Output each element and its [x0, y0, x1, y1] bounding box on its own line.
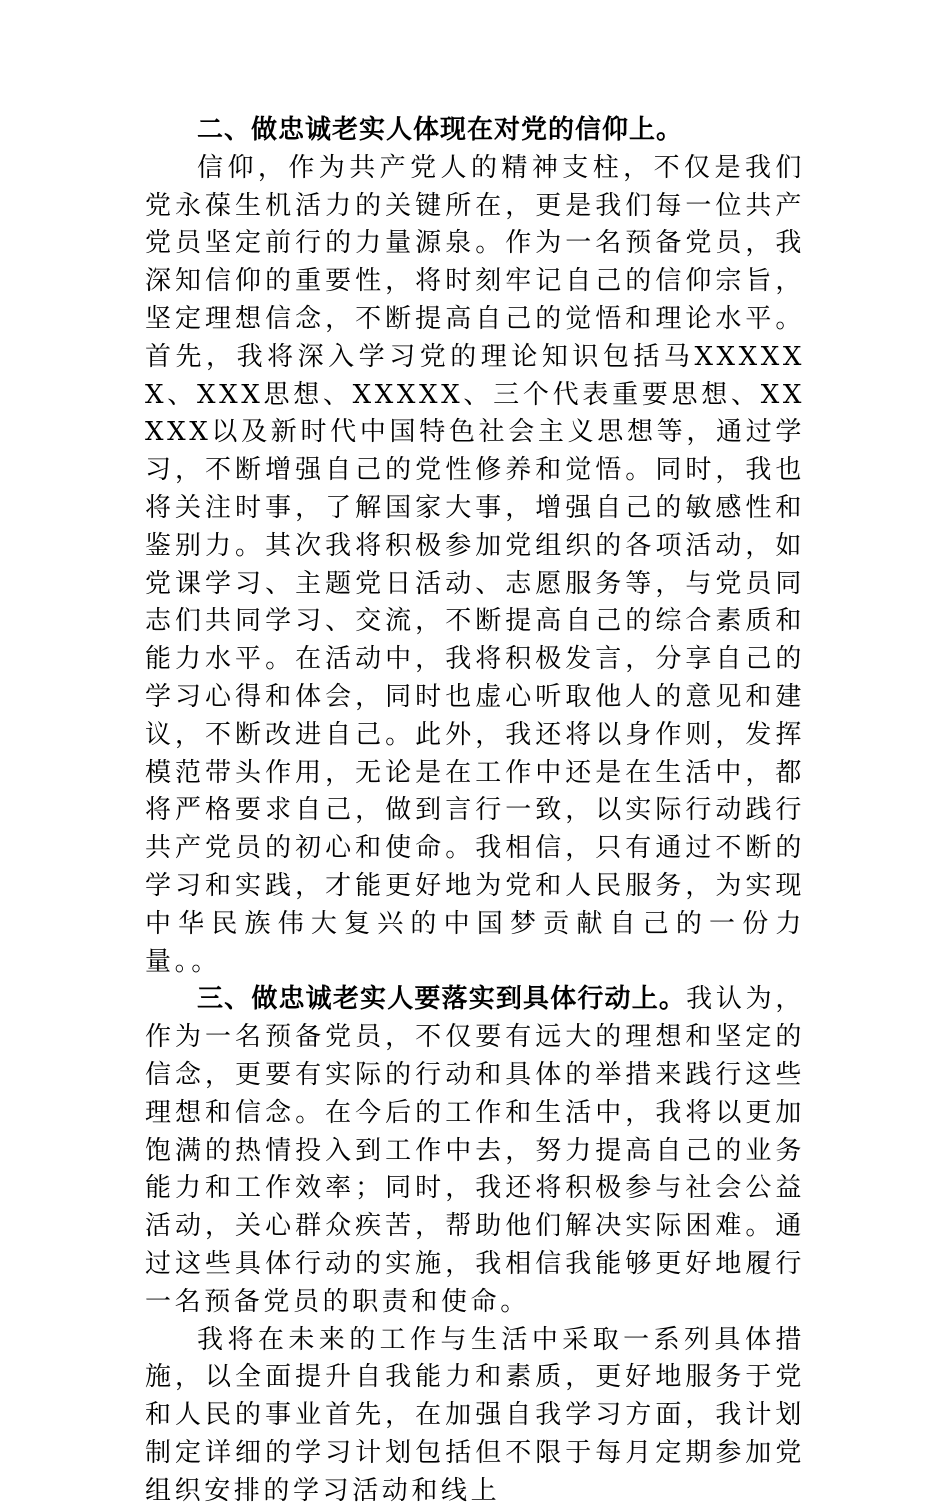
section-2-heading: 二、做忠诚老实人体现在对党的信仰上。 [197, 115, 683, 145]
section-2-heading-paragraph [145, 112, 805, 150]
section-3-paragraph [145, 981, 805, 1321]
closing-paragraph [145, 1322, 805, 1510]
section-2-body-text: 信仰，作为共产党人的精神支柱，不仅是我们党永葆生机活力的关键所在，更是我们每一位共产党员坚定前行的力量源泉。作为一名预备党员，我深知信仰的重要性，将时刻牢记自己的信仰宗旨，坚定理想信念，不断提高自己的觉悟和理论水平。首先，我将深入学习党的理论知识包括马XXXXXX、XXX思想、XXXXX、三个代表重要思想、XXXXX以及新时代中国特色社会主义思想等，通过学习，不断增强自己的党性修养和觉悟。同时，我也将关注时事，了解国家大事，增强自己的敏感性和鉴别力。其次我将积极参加党组织的各项活动，如党课学习、主题党日活动、志愿服务等，与党员同志们共同学习、交流，不断提高自己的综合素质和能力水平。在活动中，我将积极发言，分享自己的学习心得和体会，同时也虚心听取他人的意见和建议，不断改进自己。此外，我还将以身作则，发挥模范带头作用，无论是在工作中还是在生活中，都将严格要求自己，做到言行一致，以实际行动践行共产党员的初心和使命。我相信，只有通过不断的学习和实践，才能更好地为党和人民服务，为实现中华民族伟大复兴的中国梦贡献自己的一份力量。。 [145, 153, 805, 977]
section-3-body-text: 我认为，作为一名预备党员，不仅要有远大的理想和坚定的信念，更要有实际的行动和具体的举措来践行这些理想和信念。在今后的工作和生活中，我将以更加饱满的热情投入到工作中去，努力提高自己的业务能力和工作效率；同时，我还将积极参与社会公益活动，关心群众疾苦，帮助他们解决实际困难。通过这些具体行动的实施，我相信我能够更好地履行一名预备党员的职责和使命。 [145, 984, 805, 1316]
section-3-heading: 三、做忠诚老实人要落实到具体行动上。 [197, 984, 686, 1014]
closing-paragraph-text: 我将在未来的工作与生活中采取一系列具体措施，以全面提升自我能力和素质，更好地服务于党和人民的事业首先，在加强自我学习方面，我计划制定详细的学习计划包括但不限于每月定期参加党组织安排的学习活动和线上 [145, 1325, 805, 1506]
document-page [145, 112, 805, 1510]
section-2-body [145, 150, 805, 982]
